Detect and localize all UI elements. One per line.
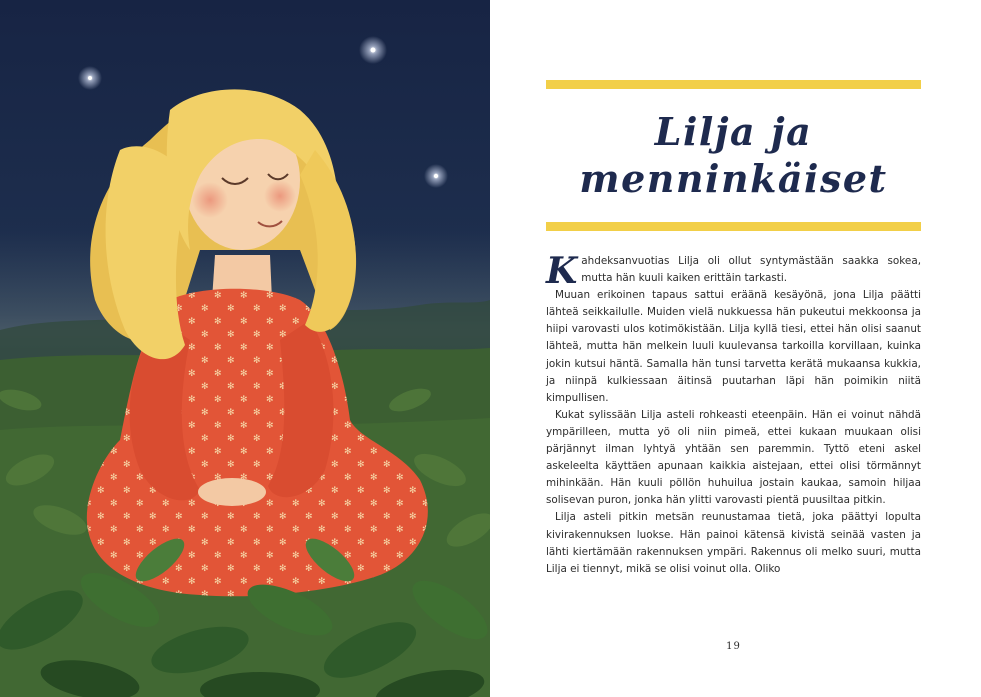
top-accent-rule bbox=[546, 80, 921, 89]
page-number: 19 bbox=[726, 641, 741, 652]
drop-cap: K bbox=[546, 250, 578, 292]
illustration-page bbox=[0, 0, 490, 697]
paragraph: Muuan erikoinen tapaus sattui eräänä kesäyönä, jona Lilja päätti lähteä seikkailulle. Muiden vielä nukkuessa hän pukeutui mekkoonsa ja hiipi varovasti ulos kotimökistään. Lilja kyllä tiesi, ettei hän olisi saanut lähteä, mutta hän melkein luuli kuulevansa tarkoilla korvillaan, kuinka jokin kutsui häntä. Samalla hän tunsi tarvetta kerätä mukaansa kukkia, ja niinpä kulkiessaan äitinsä puutarhan läpi hän poimikin niitä kimpullisen. bbox=[546, 289, 921, 404]
paragraph: Kukat sylissään Lilja asteli rohkeasti eteenpäin. Hän ei voinut nähdä ympärilleen, mutta yö oli niin pimeä, ettei kukaan muukaan olisi pärjännyt ilman lyhtyä yhtään sen paremmin. Tyttö eteni askel askeleelta käyttäen apunaan kaikkia aistejaan, ettei olisi törmännyt mihinkään. Hän kuuli pöllön huhuilua jostain kaukaa, samoin hiljaa solisevan puron, jonka hän ylitti varovasti pientä puusiltaa pitkin. bbox=[546, 408, 921, 507]
paragraph: Kahdeksanvuotias Lilja oli ollut syntymästään saakka sokea, mutta hän kuuli kaiken erittäin tarkasti. bbox=[546, 250, 921, 292]
chapter-title-line-1: Lilja ja bbox=[654, 109, 813, 154]
paragraph: Lilja asteli pitkin metsän reunustamaa tietä, joka päättyi lopulta kivirakennuksen luokse. Hän painoi kätensä kivistä seinää vasten ja lähti kiertämään rakennuksen ympäri. Rakennus oli melko suuri, mutta Lilja ei tiennyt, mikä se olisi voinut olla. Oliko bbox=[546, 511, 921, 575]
chapter-title-line-2: menninkäiset bbox=[579, 156, 888, 201]
bottom-accent-rule bbox=[546, 222, 921, 231]
chapter-title bbox=[546, 108, 921, 202]
story-text bbox=[546, 250, 921, 578]
girl-in-meadow-illustration bbox=[0, 0, 490, 697]
text-page bbox=[490, 0, 981, 697]
